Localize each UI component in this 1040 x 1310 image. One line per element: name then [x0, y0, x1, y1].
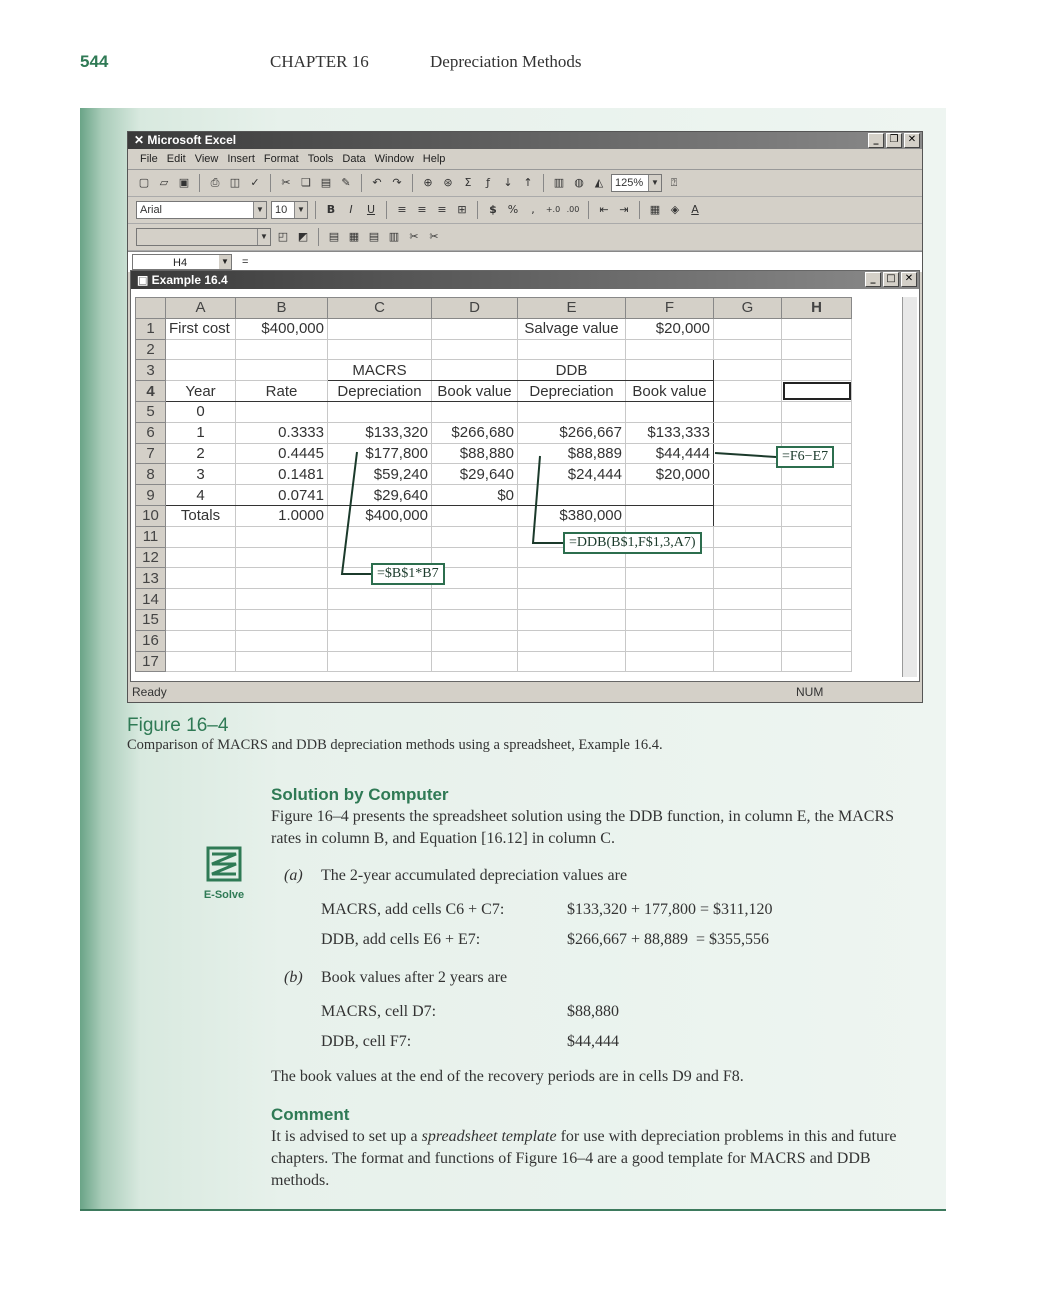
cell-e8[interactable]: $24,444: [518, 464, 626, 485]
cell-d7[interactable]: $88,880: [432, 443, 518, 464]
cell-a7[interactable]: 2: [166, 443, 236, 464]
divider: [80, 1209, 946, 1211]
workbook-title: Example 16.4: [151, 273, 228, 287]
solution-intro: Figure 16–4 presents the spreadsheet solution using the DDB function, in column E, the MACRS rates in column B, and Equation [16.12] in column C.: [271, 808, 895, 847]
toolbar-icon[interactable]: ◩: [297, 230, 309, 243]
redo-icon[interactable]: ↷: [392, 176, 402, 189]
toolbar-icon[interactable]: ✂: [409, 230, 419, 243]
cell-f6[interactable]: $133,333: [626, 422, 714, 443]
align-center-icon[interactable]: ≡: [417, 203, 427, 216]
row-header[interactable]: 16: [136, 630, 166, 651]
new-icon[interactable]: ▢: [138, 176, 150, 189]
row-header[interactable]: 6: [136, 422, 166, 443]
app-title: Microsoft Excel: [147, 133, 237, 147]
toolbar-icon[interactable]: ▦: [348, 230, 360, 243]
comma-icon[interactable]: ,: [531, 203, 535, 216]
row-header[interactable]: 8: [136, 464, 166, 485]
increase-indent-icon[interactable]: ⇥: [619, 203, 629, 216]
cell-b10[interactable]: 1.0000: [236, 505, 328, 526]
cell-a8[interactable]: 3: [166, 464, 236, 485]
cell-b9[interactable]: 0.0741: [236, 485, 328, 506]
esolve-badge: [198, 844, 250, 901]
part-a-line-2-left: DDB, add cells E6 + E7:: [321, 931, 481, 948]
part-b-line-2-left: DDB, cell F7:: [321, 1033, 412, 1050]
name-box[interactable]: H4 ▼: [132, 254, 232, 270]
restore-button[interactable]: ❐: [886, 133, 902, 148]
cell-f7[interactable]: $44,444: [626, 443, 714, 464]
cell-f4[interactable]: Book value: [626, 381, 714, 402]
cell-c6[interactable]: $133,320: [328, 422, 432, 443]
fill-color-icon[interactable]: ◈: [670, 203, 680, 216]
row-header[interactable]: 4: [136, 381, 166, 402]
cell-c9[interactable]: $29,640: [328, 485, 432, 506]
row-header[interactable]: 3: [136, 360, 166, 381]
toolbar-icon[interactable]: ▥: [388, 230, 400, 243]
column-header[interactable]: D: [432, 298, 518, 319]
callout-f6-formula: =F6−E7: [776, 446, 834, 468]
cell-c8[interactable]: $59,240: [328, 464, 432, 485]
cell-c10[interactable]: $400,000: [328, 505, 432, 526]
callout-ddb-formula: =DDB(B$1,F$1,3,A7): [563, 532, 702, 554]
chevron-down-icon: ▼: [219, 255, 231, 269]
cell-f1[interactable]: $20,000: [626, 318, 714, 339]
chart-wizard-icon[interactable]: ▥: [553, 176, 565, 189]
cell-a10[interactable]: Totals: [166, 505, 236, 526]
cell-d4[interactable]: Book value: [432, 381, 518, 402]
chevron-down-icon: ▼: [294, 202, 307, 218]
figure-caption: Comparison of MACRS and DDB depreciation methods using a spreadsheet, Example 16.4.: [127, 737, 663, 753]
restore-button[interactable]: □: [883, 272, 899, 287]
column-header[interactable]: E: [518, 298, 626, 319]
column-header[interactable]: H: [782, 298, 852, 319]
cell-b7[interactable]: 0.4445: [236, 443, 328, 464]
close-button[interactable]: ✕: [904, 133, 920, 148]
part-b-text: Book values after 2 years are: [321, 969, 508, 986]
row-header[interactable]: 1: [136, 318, 166, 339]
menu-format[interactable]: Format: [263, 153, 299, 165]
help-icon[interactable]: ⍰: [670, 176, 678, 189]
part-a-text: The 2-year accumulated depreciation values are: [321, 867, 628, 884]
esolve-label: E-Solve: [203, 889, 245, 901]
leader-macrs: [342, 452, 371, 574]
sort-ascending-icon[interactable]: ↓: [503, 176, 513, 189]
row-header[interactable]: 15: [136, 609, 166, 630]
row-header[interactable]: 2: [136, 339, 166, 360]
minimize-button[interactable]: _: [868, 133, 884, 148]
menu-file[interactable]: File: [140, 153, 158, 165]
close-button[interactable]: ✕: [901, 272, 917, 287]
row-header[interactable]: 9: [136, 485, 166, 506]
toolbar-icon[interactable]: ▤: [328, 230, 340, 243]
cell-a1[interactable]: First cost: [166, 318, 236, 339]
page-number: 544: [80, 52, 109, 71]
toolbar-icon[interactable]: ◰: [277, 230, 289, 243]
excel-icon: ✕: [134, 133, 148, 147]
menu-help[interactable]: Help: [422, 153, 446, 165]
column-header[interactable]: C: [328, 298, 432, 319]
cell-b6[interactable]: 0.3333: [236, 422, 328, 443]
column-header[interactable]: A: [166, 298, 236, 319]
row-header[interactable]: 11: [136, 526, 166, 547]
cell-c3[interactable]: MACRS: [328, 360, 432, 381]
row-header[interactable]: 12: [136, 547, 166, 568]
status-num: NUM: [796, 685, 824, 699]
open-icon[interactable]: ▱: [159, 176, 169, 189]
bold-icon[interactable]: B: [326, 203, 336, 216]
workbook-icon: ▣: [137, 273, 152, 287]
cell-a6[interactable]: 1: [166, 422, 236, 443]
part-a-line-2-right: $266,667 + 88,889 = $355,556: [567, 931, 770, 948]
currency-icon[interactable]: $: [489, 203, 497, 216]
cell-c7[interactable]: $177,800: [328, 443, 432, 464]
cell-a5[interactable]: 0: [166, 401, 236, 422]
zoom-select[interactable]: 125% ▼: [611, 174, 662, 192]
copy-icon[interactable]: ❏: [301, 176, 311, 189]
menu-tools[interactable]: Tools: [307, 153, 334, 165]
cut-icon[interactable]: ✂: [281, 176, 291, 189]
print-icon[interactable]: ⎙: [210, 176, 220, 189]
cell-f8[interactable]: $20,000: [626, 464, 714, 485]
cell-d9[interactable]: $0: [432, 485, 518, 506]
sort-descending-icon[interactable]: ↑: [523, 176, 533, 189]
decrease-indent-icon[interactable]: ⇤: [599, 203, 609, 216]
font-color-icon[interactable]: A: [691, 203, 699, 216]
column-header[interactable]: F: [626, 298, 714, 319]
column-header[interactable]: G: [714, 298, 782, 319]
comment-text: It is advised to set up a spreadsheet template for use with depreciation problems in this and future chapters. The format and functions of Figure 16–4 are a good template for MACRS and DDB methods.: [271, 1128, 897, 1189]
undo-icon[interactable]: ↶: [372, 176, 382, 189]
menu-insert[interactable]: Insert: [227, 153, 255, 165]
column-header[interactable]: B: [236, 298, 328, 319]
row-header[interactable]: 14: [136, 589, 166, 610]
menu-view[interactable]: View: [194, 153, 219, 165]
part-b-line-1-right: $88,880: [567, 1003, 619, 1020]
increase-decimal-icon[interactable]: +.0: [545, 205, 561, 214]
leader-f6: [715, 453, 776, 457]
percent-icon[interactable]: %: [507, 203, 519, 216]
web-toolbar-icon[interactable]: ⊛: [443, 176, 453, 189]
format-painter-icon[interactable]: ✎: [341, 176, 351, 189]
menu-data[interactable]: Data: [342, 153, 366, 165]
row-header[interactable]: 10: [136, 505, 166, 526]
toolbar-icon[interactable]: ✂: [429, 230, 439, 243]
cell-d6[interactable]: $266,680: [432, 422, 518, 443]
print-preview-icon[interactable]: ◫: [229, 176, 241, 189]
cell-e3[interactable]: DDB: [518, 360, 626, 381]
hyperlink-icon[interactable]: ⊕: [423, 176, 433, 189]
part-a-line-1-left: MACRS, add cells C6 + C7:: [321, 901, 505, 918]
borders-icon[interactable]: ▦: [649, 203, 661, 216]
solution-closing: The book values at the end of the recovery periods are in cells D9 and F8.: [271, 1068, 744, 1085]
merge-center-icon[interactable]: ⊞: [457, 203, 467, 216]
minimize-button[interactable]: _: [865, 272, 881, 287]
cell-a9[interactable]: 4: [166, 485, 236, 506]
save-icon[interactable]: ▣: [178, 176, 190, 189]
row-header[interactable]: 17: [136, 651, 166, 672]
part-b-line-1-left: MACRS, cell D7:: [321, 1003, 437, 1020]
chapter-label: CHAPTER 16: [270, 52, 369, 71]
cell-b8[interactable]: 0.1481: [236, 464, 328, 485]
chevron-down-icon: ▼: [257, 229, 270, 245]
function-icon[interactable]: ƒ: [486, 176, 490, 189]
comment-heading: Comment: [271, 1105, 350, 1124]
spelling-icon[interactable]: ✓: [250, 176, 260, 189]
autosum-icon[interactable]: Σ: [464, 176, 472, 189]
drawing-icon[interactable]: ◭: [594, 176, 604, 189]
part-b-line-2-right: $44,444: [567, 1033, 619, 1050]
menu-window[interactable]: Window: [374, 153, 414, 165]
cell-c4[interactable]: Depreciation: [328, 381, 432, 402]
cell-b4[interactable]: Rate: [236, 381, 328, 402]
callout-macrs-formula: =$B$1*B7: [371, 563, 445, 585]
align-left-icon[interactable]: ≡: [397, 203, 407, 216]
solution-heading: Solution by Computer: [271, 785, 449, 804]
chevron-down-icon: ▼: [648, 175, 661, 191]
cell-e4[interactable]: Depreciation: [518, 381, 626, 402]
cell-d8[interactable]: $29,640: [432, 464, 518, 485]
leader-ddb: [533, 456, 563, 543]
part-a-label: (a): [284, 867, 303, 884]
decrease-decimal-icon[interactable]: .00: [566, 205, 580, 214]
cell-a4[interactable]: Year: [166, 381, 236, 402]
italic-icon[interactable]: I: [349, 203, 353, 216]
cell-e1[interactable]: Salvage value: [518, 318, 626, 339]
cell-e6[interactable]: $266,667: [518, 422, 626, 443]
map-icon[interactable]: ◍: [574, 176, 584, 189]
comment-emphasis: spreadsheet template: [421, 1128, 557, 1145]
status-ready: Ready: [132, 685, 167, 699]
paste-icon[interactable]: ▤: [320, 176, 332, 189]
underline-icon[interactable]: U: [366, 203, 376, 216]
toolbar-icon[interactable]: ▤: [368, 230, 380, 243]
figure-label: Figure 16–4: [127, 715, 229, 736]
chevron-down-icon: ▼: [253, 202, 266, 218]
part-a-line-1-right: $133,320 + 177,800 = $311,120: [567, 901, 773, 918]
chapter-title: Depreciation Methods: [430, 52, 582, 71]
formula-equals: =: [242, 256, 249, 268]
cell-e7[interactable]: $88,889: [518, 443, 626, 464]
esolve-icon: [204, 844, 244, 884]
part-b-label: (b): [284, 969, 303, 986]
row-header[interactable]: 13: [136, 568, 166, 589]
font-name-select[interactable]: Arial ▼: [136, 201, 267, 219]
font-size-select[interactable]: 10 ▼: [271, 201, 308, 219]
cell-e10[interactable]: $380,000: [518, 505, 626, 526]
row-header[interactable]: 7: [136, 443, 166, 464]
align-right-icon[interactable]: ≡: [437, 203, 447, 216]
menu-edit[interactable]: Edit: [166, 153, 186, 165]
row-header[interactable]: 5: [136, 401, 166, 422]
cell-b1[interactable]: $400,000: [236, 318, 328, 339]
